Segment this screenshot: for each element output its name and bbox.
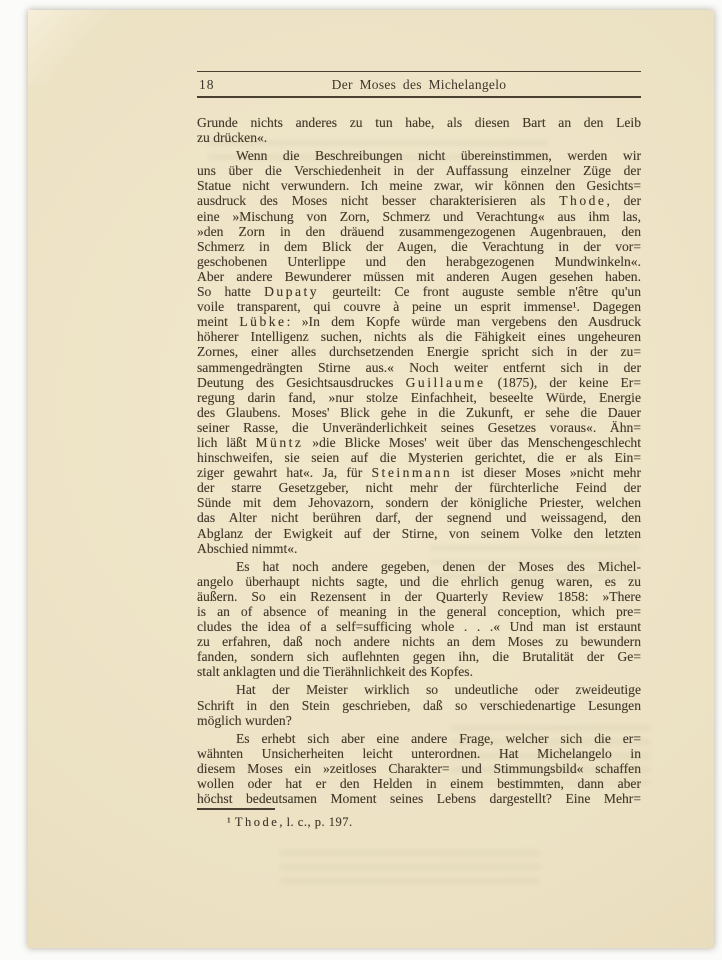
text-line xyxy=(197,495,641,510)
page-header xyxy=(197,71,641,98)
text-segment: Abschied nimmt«. xyxy=(197,540,298,556)
text-line xyxy=(197,344,641,359)
text-segment: »den Zorn in den dräuend zusammengezogenen Augenbrauen, den xyxy=(197,223,641,239)
text-line xyxy=(197,664,641,679)
text-line xyxy=(197,435,641,450)
text-segment: eine »Mischung von Zorn, Schmerz und Verachtung« aus ihm las, xyxy=(197,208,641,224)
text-line xyxy=(197,284,641,299)
text-line xyxy=(197,239,641,254)
letterspaced-name: Dupaty xyxy=(264,284,320,300)
text-segment: cludes the idea of a self=sufficing whole . . .« Und man ist erstaunt xyxy=(197,619,641,635)
text-segment: höherer Intelligenz suchen, nichts als die Fähigkeit eines ungeheuren xyxy=(197,329,641,345)
header-rule-top xyxy=(197,71,641,72)
page-number: 18 xyxy=(199,77,215,92)
footnote-marker: ¹ xyxy=(227,814,235,829)
text-line xyxy=(197,589,641,604)
letterspaced-name: Müntz xyxy=(255,434,304,450)
text-segment: Statue nicht verwundern. Ich meine zwar, wir können den Gesichts= xyxy=(197,178,641,194)
text-line xyxy=(197,526,641,541)
text-line xyxy=(197,390,641,405)
text-segment: »die Blicke Moses' weit über das Menschengeschlecht xyxy=(303,434,641,450)
text-segment: der starre Gesetzgeber, nicht mehr der fürchterliche Feind der xyxy=(197,480,641,496)
text-segment: Sünde mit dem Jehovazorn, sondern der königliche Priester, welchen xyxy=(197,495,641,511)
footnote-rule xyxy=(197,808,275,810)
text-segment: ausdruck des Moses nicht besser charakterisieren als xyxy=(197,193,560,209)
text-segment: seiner Rasse, die Unveränderlichkeit seines Gesetzes voraus«. Ähn= xyxy=(197,419,641,435)
paragraph xyxy=(197,731,641,806)
page-corner-shade xyxy=(28,10,123,85)
text-segment: höchst bedeutsamen Moment seines Lebens dargestellt? Eine Mehr= xyxy=(197,791,641,807)
body-text xyxy=(197,115,641,806)
text-segment: möglich wurden? xyxy=(197,712,292,728)
text-segment: Abglanz der Ewigkeit auf der Stirne, von seinem Volke den letzten xyxy=(197,525,641,541)
text-line xyxy=(197,209,641,224)
text-segment: (1875), der keine Er= xyxy=(485,374,642,390)
text-segment: stalt anklagten und die Tierähnlichkeit des Kopfes. xyxy=(197,664,473,680)
footnote-area xyxy=(197,808,641,830)
text-line xyxy=(197,360,641,375)
text-line xyxy=(197,698,641,713)
paragraph xyxy=(197,682,641,727)
text-segment: Aber andere Bewunderer müssen mit anderen Augen gesehen haben. xyxy=(197,268,641,284)
text-segment: hinschweifen, sie seien auf die Mysterien gerichtet, die er als Ein= xyxy=(197,450,641,466)
text-segment: des Glaubens. Moses' Blick gehe in die Zukunft, er sehe die Dauer xyxy=(197,404,641,420)
text-segment: meint xyxy=(197,314,240,330)
text-line xyxy=(197,634,641,649)
text-line xyxy=(197,269,641,284)
text-segment: Schmerz in dem Blick der Augen, die Verachtung in der vor= xyxy=(197,238,641,254)
text-segment: sammengedrängten Stirne aus.« Noch weiter entfernt sich in der xyxy=(197,359,641,375)
text-line xyxy=(197,375,641,390)
header-rule-bottom xyxy=(197,96,641,98)
text-line xyxy=(197,329,641,344)
paragraph xyxy=(197,115,641,145)
text-line xyxy=(197,791,641,806)
text-line xyxy=(197,163,641,178)
text-segment: Hat der Meister wirklich so undeutliche oder zweideutige xyxy=(236,682,641,698)
text-line xyxy=(197,776,641,791)
text-segment: das Alter nicht berühren darf, der segnend und weissagend, den xyxy=(197,510,641,526)
text-segment: äußern. So ein Rezensent in der Quarterly Review 1858: »There xyxy=(197,588,641,604)
text-segment: uns über die Verschiedenheit in der Auffassung einzelner Züge der xyxy=(197,163,641,179)
text-line xyxy=(197,649,641,664)
text-segment: angelo überhaupt nichts sagte, und die ehrlich genug waren, es zu xyxy=(197,573,641,589)
text-line xyxy=(197,510,641,525)
text-line xyxy=(197,115,641,130)
page xyxy=(28,10,714,948)
text-line xyxy=(197,604,641,619)
letterspaced-name: Steinmann xyxy=(371,465,453,481)
text-line xyxy=(197,405,641,420)
text-segment: wähnten Unsicherheiten leicht unterordnen. Hat Michelangelo in xyxy=(197,745,641,761)
text-segment: wollen oder hat er den Helden in einem bestimmten, dann aber xyxy=(197,776,641,792)
text-line xyxy=(197,450,641,465)
text-line xyxy=(197,746,641,761)
text-line xyxy=(197,731,641,746)
letterspaced-name: Thode xyxy=(559,193,607,209)
paragraph xyxy=(197,559,641,680)
footnote-author: Thode xyxy=(234,814,280,829)
text-segment: fanden, sondern sich auflehnten gegen ihn, die Brutalität der Ge= xyxy=(197,649,641,665)
text-segment: voile transparent, qui couvre à peine un esprit immense¹. Dagegen xyxy=(197,299,641,315)
text-segment: Deutung des Gesichtsausdruckes xyxy=(197,374,406,390)
text-line xyxy=(197,178,641,193)
text-segment: lich läßt xyxy=(197,434,256,450)
text-line xyxy=(197,148,641,163)
text-line xyxy=(197,713,641,728)
text-segment: zu erfahren, daß noch andere nichts an dem Moses zu bewundern xyxy=(197,634,641,650)
text-segment: So hatte xyxy=(197,284,265,300)
text-segment: , der xyxy=(606,193,641,209)
text-segment: : »In dem Kopfe würde man vergebens den Ausdruck xyxy=(286,314,641,330)
text-line xyxy=(197,299,641,314)
text-line xyxy=(197,761,641,776)
text-line xyxy=(197,682,641,697)
running-header-title: Der Moses des Michelangelo xyxy=(331,77,507,92)
bleed-through-smudge xyxy=(280,850,540,890)
text-segment: Wenn die Beschreibungen nicht übereinstimmen, werden wir xyxy=(236,148,641,164)
text-segment: regung darin fand, »nur stolze Einfachheit, beseelte Würde, Energie xyxy=(197,389,641,405)
text-segment: Schrift in den Stein geschrieben, daß so verschiedenartige Lesungen xyxy=(197,697,641,713)
text-line xyxy=(197,619,641,634)
text-line xyxy=(197,480,641,495)
text-segment: ist dieser Moses »nicht mehr xyxy=(452,465,641,481)
text-segment: geschobenen Unterlippe und den herabgezogenen Mundwinkeln«. xyxy=(197,253,641,269)
paragraph xyxy=(197,148,641,556)
text-segment: Es erhebt sich aber eine andere Frage, welcher sich die er= xyxy=(236,730,641,746)
text-segment: Grunde nichts anderes zu tun habe, als diesen Bart an den Leib xyxy=(197,115,641,130)
footnote-rest: , l. c., p. 197. xyxy=(279,814,353,829)
text-segment: zu drücken«. xyxy=(197,130,268,146)
text-line xyxy=(197,314,641,329)
footnote xyxy=(197,815,641,830)
text-segment: Es hat noch andere gegeben, denen der Moses des Michel- xyxy=(236,558,641,574)
text-segment: Zornes, einer alles durchsetzenden Energie spricht sich in der zu= xyxy=(197,344,641,360)
text-line xyxy=(197,574,641,589)
text-line xyxy=(197,420,641,435)
letterspaced-name: Guillaume xyxy=(405,374,486,390)
text-segment: diesem Moses ein »zeitloses Charakter= und Stimmungsbild« schaffen xyxy=(197,760,641,776)
text-segment: ziger gewahrt hat«. Ja, für xyxy=(197,465,372,481)
text-line xyxy=(197,559,641,574)
letterspaced-name: Lübke xyxy=(239,314,287,330)
text-segment: is an of absence of meaning in the general conception, which pre= xyxy=(197,604,641,619)
text-line xyxy=(197,193,641,208)
text-line xyxy=(197,254,641,269)
text-line xyxy=(197,541,641,556)
text-line xyxy=(197,465,641,480)
text-line xyxy=(197,130,641,145)
text-segment: geurteilt: Ce front auguste semble n'être qu'un xyxy=(319,284,642,300)
text-line xyxy=(197,224,641,239)
